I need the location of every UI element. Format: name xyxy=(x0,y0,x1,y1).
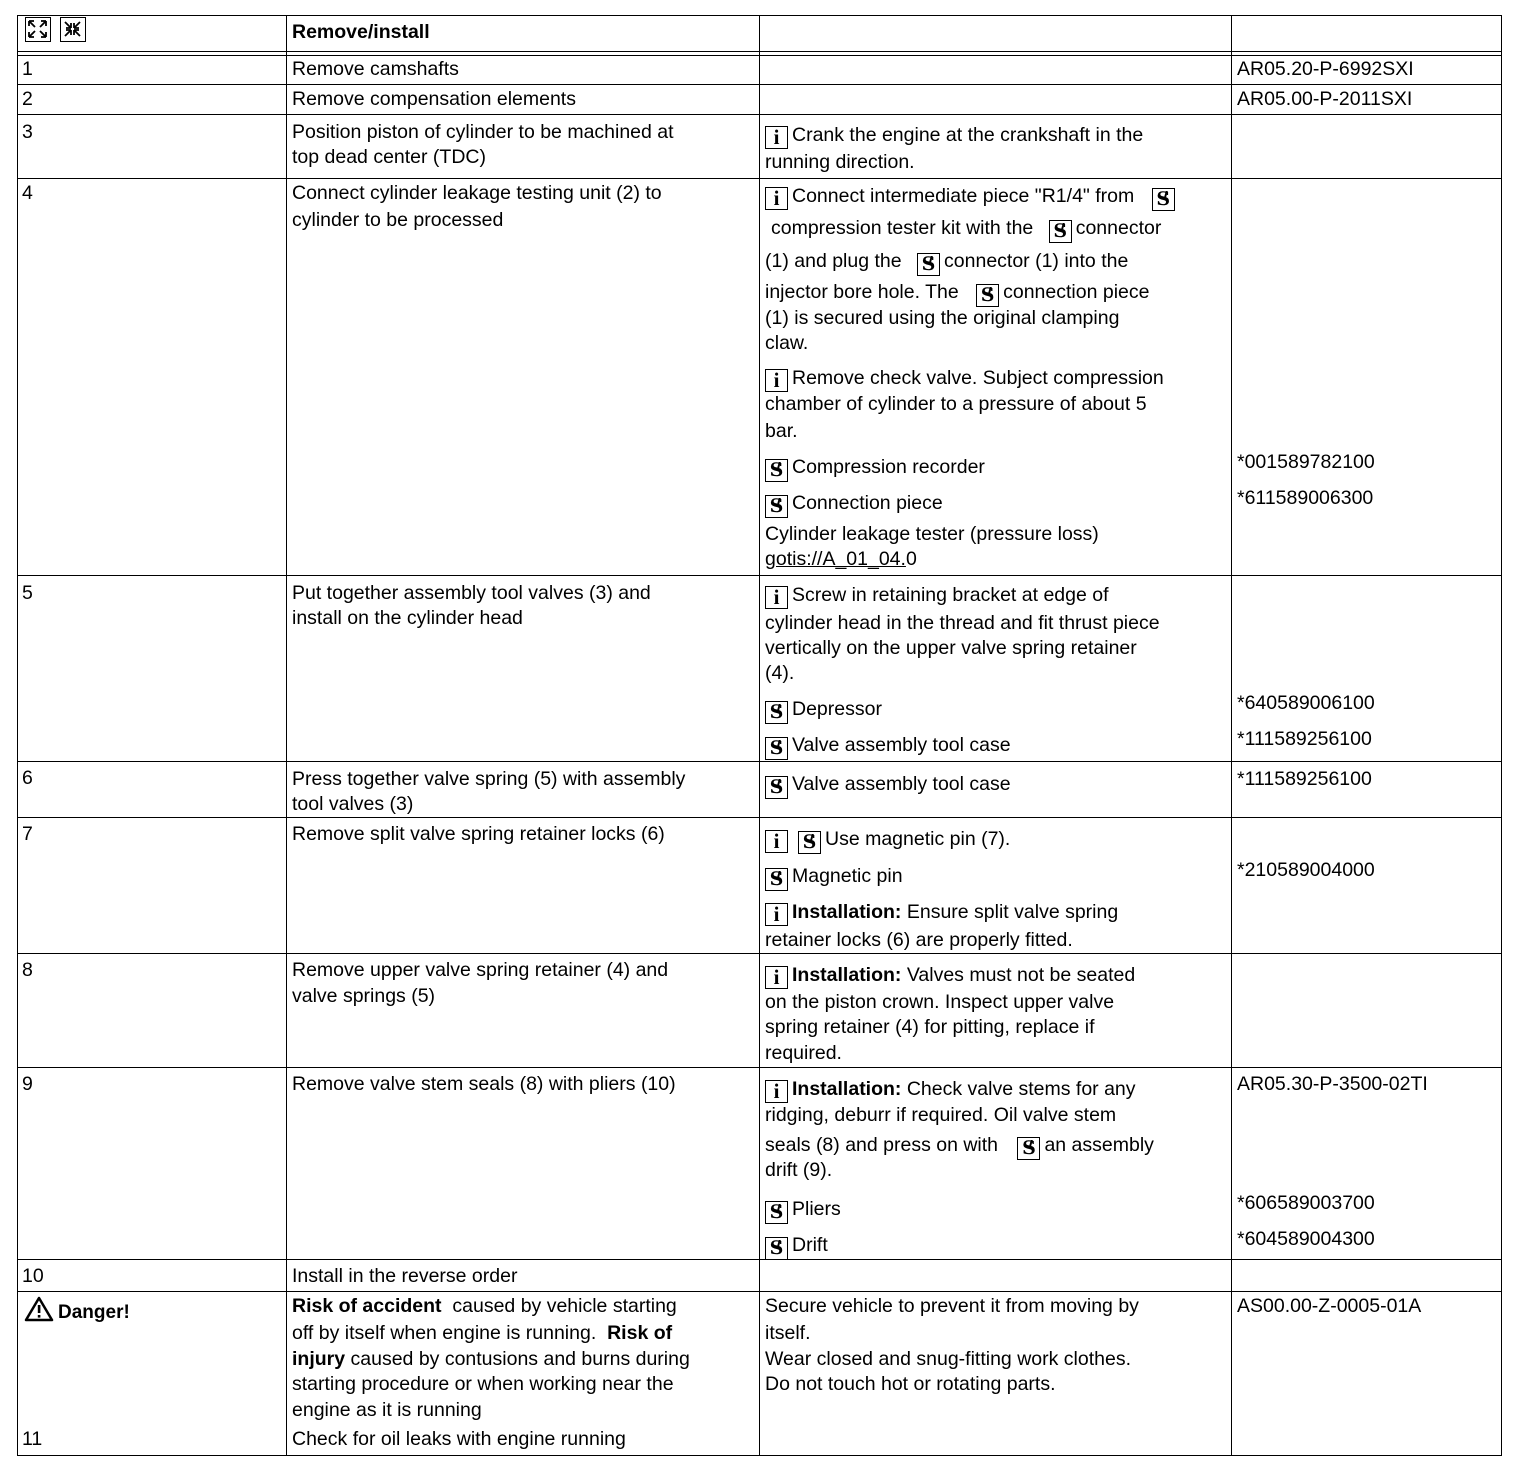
step-action: Remove upper valve spring retainer (4) and xyxy=(292,959,669,981)
info-note: i Crank the engine at the crankshaft in the xyxy=(765,123,1143,149)
info-icon[interactable]: i xyxy=(765,830,788,853)
step-action: top dead center (TDC) xyxy=(292,146,487,168)
danger-text: Risk of accident caused by vehicle starting xyxy=(292,1295,677,1317)
info-note-text: chamber of cylinder to a pressure of about 5 xyxy=(765,393,1147,415)
tool-part-number[interactable]: *111589256100 xyxy=(1237,728,1372,750)
doc-reference-link[interactable]: AR05.30-P-3500-02TI xyxy=(1237,1073,1428,1095)
tool-item: S Connection piece xyxy=(765,491,943,518)
info-note-text: ridging, deburr if required. Oil valve stem xyxy=(765,1104,1117,1126)
info-icon[interactable]: i xyxy=(765,1080,788,1103)
step-action: install on the cylinder head xyxy=(292,607,523,629)
info-note-text: injector bore hole. The S connection piece xyxy=(765,281,1150,306)
info-note-text: spring retainer (4) for pitting, replace if xyxy=(765,1016,1095,1038)
step-number: 4 xyxy=(22,182,33,204)
info-note-text: cylinder head in the thread and fit thrust piece xyxy=(765,612,1160,634)
danger-measure: itself. xyxy=(765,1322,811,1344)
info-note-text: drift (9). xyxy=(765,1159,833,1181)
tool-item: S Drift xyxy=(765,1233,828,1260)
danger-text: engine as it is running xyxy=(292,1399,482,1421)
page-title: Remove/install xyxy=(292,21,430,43)
step-number: 10 xyxy=(22,1265,44,1287)
info-note-text: retainer locks (6) are properly fitted. xyxy=(765,929,1073,951)
special-tool-icon[interactable]: S xyxy=(765,737,788,760)
step-number: 9 xyxy=(22,1073,33,1095)
tool-part-number[interactable]: *640589006100 xyxy=(1237,692,1375,714)
info-note-text: (1) is secured using the original clamping xyxy=(765,307,1120,329)
info-note-text: (1) and plug the S connector (1) into the xyxy=(765,250,1129,275)
gotis-link[interactable]: gotis://A_01_04.0 xyxy=(765,548,917,570)
info-note-text: seals (8) and press on with S an assembly xyxy=(765,1134,1154,1159)
step-action: Check for oil leaks with engine running xyxy=(292,1428,626,1450)
danger-measure: Secure vehicle to prevent it from moving by xyxy=(765,1295,1139,1317)
special-tool-icon[interactable]: S xyxy=(765,1201,788,1224)
danger-text: starting procedure or when working near the xyxy=(292,1373,674,1395)
info-icon[interactable]: i xyxy=(765,126,788,149)
tool-part-number[interactable]: *611589006300 xyxy=(1237,487,1374,509)
step-action: Remove camshafts xyxy=(292,58,459,80)
special-tool-icon[interactable]: S xyxy=(917,253,940,276)
tester-name: Cylinder leakage tester (pressure loss) xyxy=(765,523,1099,545)
tool-part-number[interactable]: *001589782100 xyxy=(1237,451,1375,473)
step-number: 7 xyxy=(22,823,33,845)
tool-item: S Depressor xyxy=(765,697,882,724)
info-note-text: claw. xyxy=(765,332,809,354)
special-tool-icon[interactable]: S xyxy=(765,1237,788,1260)
danger-measure: Wear closed and snug-fitting work clothes. xyxy=(765,1348,1131,1370)
special-tool-icon[interactable]: S xyxy=(1017,1137,1040,1160)
step-action: Install in the reverse order xyxy=(292,1265,518,1287)
step-number: 11 xyxy=(22,1428,43,1450)
info-note: i Remove check valve. Subject compression xyxy=(765,366,1164,392)
special-tool-icon[interactable]: S xyxy=(765,495,788,518)
special-tool-icon[interactable]: S xyxy=(1152,188,1175,211)
info-icon[interactable]: i xyxy=(765,187,788,210)
step-action: Connect cylinder leakage testing unit (2) to xyxy=(292,182,662,204)
special-tool-icon[interactable]: S xyxy=(765,459,788,482)
danger-measure: Do not touch hot or rotating parts. xyxy=(765,1373,1056,1395)
info-note-text: required. xyxy=(765,1042,842,1064)
tool-item: S Valve assembly tool case xyxy=(765,733,1011,760)
warning-triangle-icon xyxy=(24,1296,54,1330)
info-note: i Screw in retaining bracket at edge of xyxy=(765,583,1109,609)
step-action: valve springs (5) xyxy=(292,985,436,1007)
doc-reference-link[interactable]: AR05.20-P-6992SXI xyxy=(1237,58,1414,80)
info-note-text: running direction. xyxy=(765,151,915,173)
tool-item: S Compression recorder xyxy=(765,455,985,482)
info-icon[interactable]: i xyxy=(765,903,788,926)
info-note: i S Use magnetic pin (7). xyxy=(765,827,1010,854)
tool-item: S Magnetic pin xyxy=(765,864,903,891)
doc-reference-link[interactable]: AR05.00-P-2011SXI xyxy=(1237,88,1413,110)
step-number: 8 xyxy=(22,959,33,981)
special-tool-icon[interactable]: S xyxy=(1049,220,1072,243)
special-tool-icon[interactable]: S xyxy=(765,868,788,891)
info-note-text: on the piston crown. Inspect upper valve xyxy=(765,991,1115,1013)
step-action: Position piston of cylinder to be machined at xyxy=(292,121,674,143)
step-action: Remove split valve spring retainer locks (6) xyxy=(292,823,665,845)
danger-label: Danger! xyxy=(24,1296,130,1330)
tool-part-number[interactable]: *604589004300 xyxy=(1237,1228,1375,1250)
step-action: tool valves (3) xyxy=(292,793,414,815)
info-note: i Installation: Check valve stems for any xyxy=(765,1077,1136,1103)
step-action: Remove compensation elements xyxy=(292,88,576,110)
expand-icon[interactable] xyxy=(25,17,51,42)
special-tool-icon[interactable]: S xyxy=(765,701,788,724)
tool-item: S Pliers xyxy=(765,1197,841,1224)
step-action: Remove valve stem seals (8) with pliers (10) xyxy=(292,1073,676,1095)
tool-part-number[interactable]: *606589003700 xyxy=(1237,1192,1375,1214)
info-note-text: vertically on the upper valve spring retainer xyxy=(765,637,1137,659)
danger-text: off by itself when engine is running. Risk of xyxy=(292,1322,673,1344)
step-action: cylinder to be processed xyxy=(292,209,504,231)
special-tool-icon[interactable]: S xyxy=(798,831,821,854)
step-action: Press together valve spring (5) with assembly xyxy=(292,768,686,790)
step-action: Put together assembly tool valves (3) and xyxy=(292,582,651,604)
tool-item: S Valve assembly tool case xyxy=(765,772,1011,799)
special-tool-icon[interactable]: S xyxy=(765,776,788,799)
step-number: 3 xyxy=(22,121,33,143)
collapse-icon[interactable] xyxy=(60,17,86,42)
info-note: i Installation: Ensure split valve spring xyxy=(765,900,1118,926)
info-icon[interactable]: i xyxy=(765,966,788,989)
step-number: 1 xyxy=(22,58,33,80)
doc-reference-link[interactable]: AS00.00-Z-0005-01A xyxy=(1237,1295,1422,1317)
info-icon[interactable]: i xyxy=(765,369,788,392)
step-number: 6 xyxy=(22,767,33,789)
info-note: i Connect intermediate piece "R1/4" from S xyxy=(765,184,1179,211)
step-number: 2 xyxy=(22,88,33,110)
info-note-text: bar. xyxy=(765,420,798,442)
danger-text: injury caused by contusions and burns during xyxy=(292,1348,690,1370)
special-tool-icon[interactable]: S xyxy=(976,284,999,307)
tool-part-number[interactable]: *210589004000 xyxy=(1237,859,1375,881)
step-number: 5 xyxy=(22,582,33,604)
info-note-text: (4). xyxy=(765,662,795,684)
tool-part-number[interactable]: *111589256100 xyxy=(1237,768,1372,790)
info-icon[interactable]: i xyxy=(765,586,788,609)
info-note: i Installation: Valves must not be seated xyxy=(765,963,1135,989)
info-note-text: compression tester kit with the S connector xyxy=(771,217,1162,242)
